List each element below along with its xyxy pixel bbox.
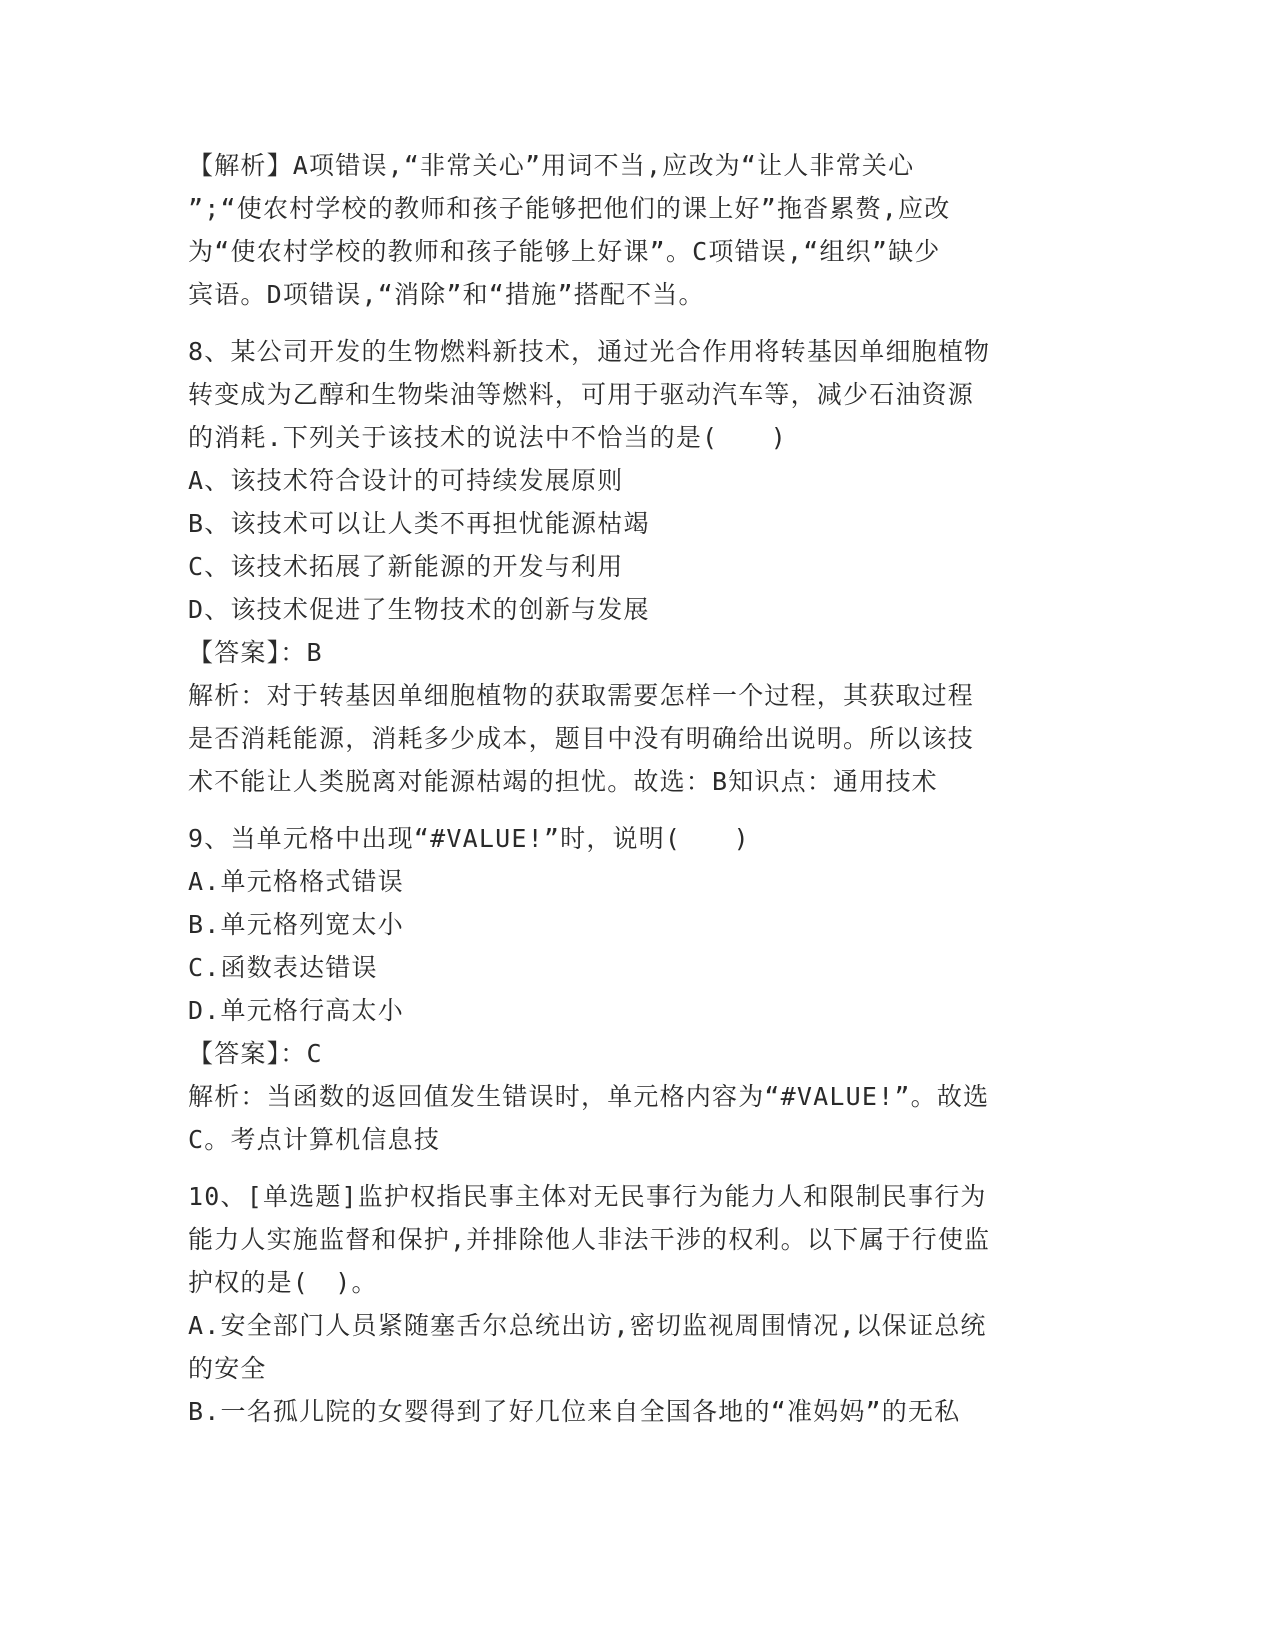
question-stem-line: 9、当单元格中出现“#VALUE!”时，说明( )	[188, 824, 750, 853]
option-d: D、该技术促进了生物技术的创新与发展	[188, 595, 650, 624]
analysis-line: 【解析】A项错误,“非常关心”用词不当,应改为“让人非常关心	[188, 151, 915, 180]
question-8	[188, 330, 1088, 803]
option-b: B、该技术可以让人类不再担忧能源枯竭	[188, 509, 650, 538]
analysis-line: 解析：对于转基因单细胞植物的获取需要怎样一个过程，其获取过程	[188, 681, 975, 710]
analysis-line: 是否消耗能源，消耗多少成本，题目中没有明确给出说明。所以该技	[188, 724, 975, 753]
option-c: C.函数表达错误	[188, 953, 378, 982]
option-d: D.单元格行高太小	[188, 996, 404, 1025]
question-stem-line: 10、[单选题]监护权指民事主体对无民事行为能力人和限制民事行为	[188, 1182, 987, 1211]
analysis-line: C。考点计算机信息技	[188, 1125, 441, 1154]
question-10	[188, 1175, 1088, 1433]
option-b: B.单元格列宽太小	[188, 910, 404, 939]
option-a-continued: 的安全	[188, 1354, 267, 1383]
document-content	[188, 144, 1088, 1433]
analysis-line: 解析：当函数的返回值发生错误时，单元格内容为“#VALUE!”。故选	[188, 1082, 990, 1111]
question-stem-line: 8、某公司开发的生物燃料新技术，通过光合作用将转基因单细胞植物	[188, 337, 991, 366]
question-stem-line: 转变成为乙醇和生物柴油等燃料，可用于驱动汽车等，减少石油资源	[188, 380, 975, 409]
question-stem-line: 护权的是( )。	[188, 1268, 378, 1297]
analysis-line: 为“使农村学校的教师和孩子能够上好课”。C项错误,“组织”缺少	[188, 237, 941, 266]
question-stem-line: 能力人实施监督和保护,并排除他人非法干涉的权利。以下属于行使监	[188, 1225, 991, 1254]
analysis-line: 术不能让人类脱离对能源枯竭的担忧。故选：B知识点：通用技术	[188, 767, 938, 796]
option-a: A、该技术符合设计的可持续发展原则	[188, 466, 624, 495]
question-9	[188, 817, 1088, 1161]
option-a: A.单元格格式错误	[188, 867, 404, 896]
question-stem-line: 的消耗.下列关于该技术的说法中不恰当的是( )	[188, 423, 787, 452]
answer-line: 【答案】：C	[188, 1039, 323, 1068]
analysis-line: 宾语。D项错误,“消除”和“措施”搭配不当。	[188, 280, 705, 309]
answer-line: 【答案】：B	[188, 638, 323, 667]
option-c: C、该技术拓展了新能源的开发与利用	[188, 552, 624, 581]
analysis-line: ”;“使农村学校的教师和孩子能够把他们的课上好”拖沓累赘,应改	[188, 194, 951, 223]
option-b: B.一名孤儿院的女婴得到了好几位来自全国各地的“准妈妈”的无私	[188, 1397, 961, 1426]
analysis-block-q7	[188, 144, 1088, 316]
option-a: A.安全部门人员紧随塞舌尔总统出访,密切监视周围情况,以保证总统	[188, 1311, 987, 1340]
